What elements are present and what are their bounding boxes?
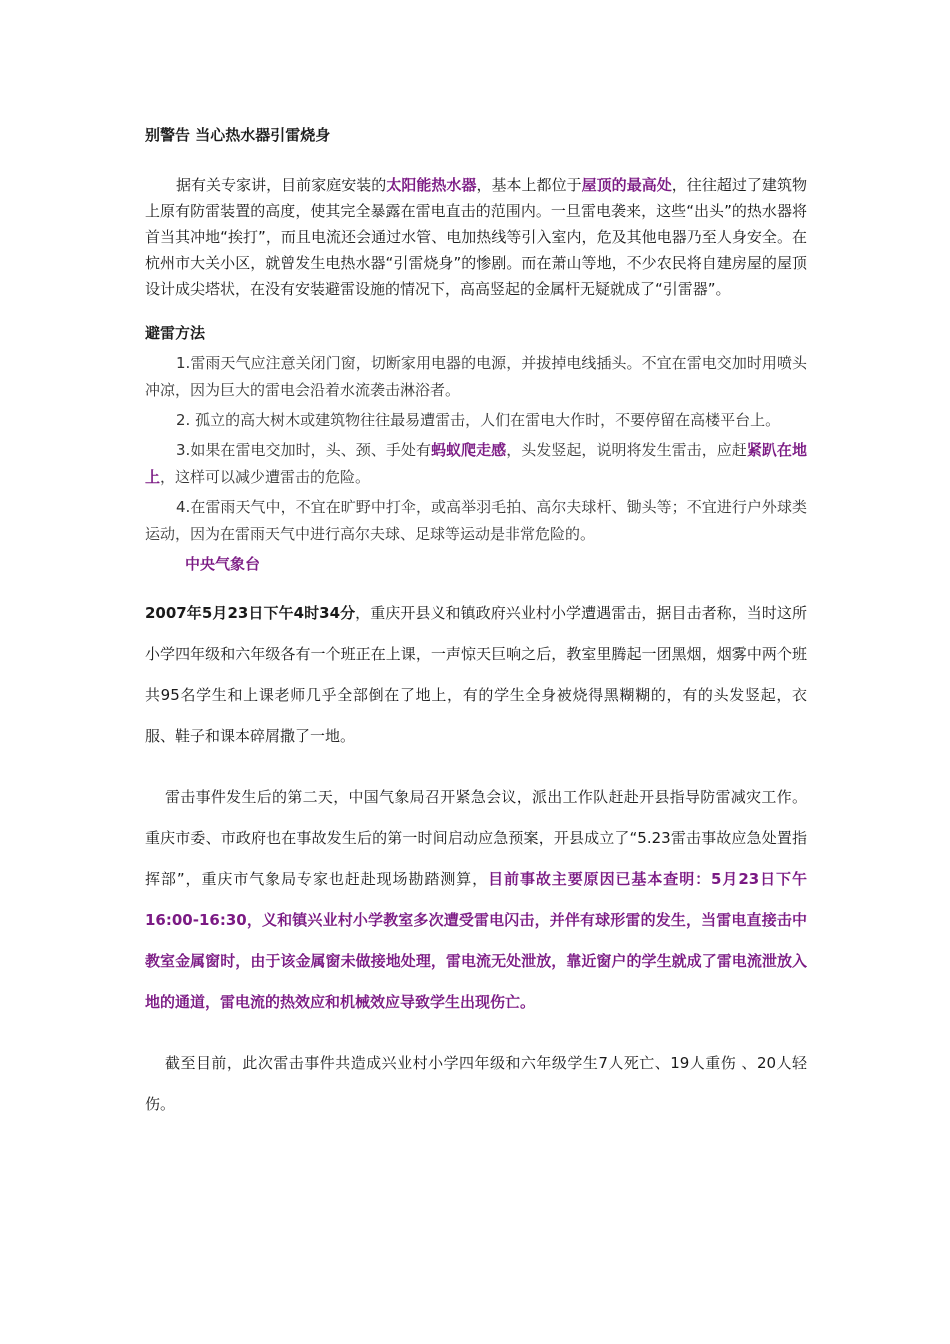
method-3-highlight-2: 紧趴在地上 bbox=[145, 441, 807, 486]
news-date: 2007年5月23日下午4时34分 bbox=[145, 604, 356, 622]
method-item-3 bbox=[145, 437, 807, 491]
news-paragraph-2 bbox=[145, 777, 807, 1023]
intro-text-3: ，往往超过了建筑物上原有防雷装置的高度，使其完全暴露在雷电直击的范围内。一旦雷电袭来，这些“出头”的热水器将首当其冲地“挨打”，而且电流还会通过水管、电加热线等引入室内，危及其他电器乃至人身安全。在杭州市大关小区，就曾发生电热水器“引雷烧身”的惨剧。而在萧山等地，不少农民将自建房屋的屋顶设计成尖塔状，在没有安装避雷设施的情况下，高高竖起的金属杆无疑就成了“引雷器”。 bbox=[145, 176, 807, 298]
method-3-text-2: ，头发竖起，说明将发生雷击，应赶 bbox=[506, 441, 747, 459]
intro-text-2: ，基本上都位于 bbox=[476, 176, 582, 194]
method-item-2: 2. 孤立的高大树木或建筑物往往最易遭雷击，人们在雷电大作时，不要停留在高楼平台上。 bbox=[176, 411, 781, 429]
intro-paragraph bbox=[145, 172, 807, 302]
intro-highlight-2: 屋顶的最高处 bbox=[581, 176, 672, 194]
methods-heading: 避雷方法 bbox=[145, 324, 206, 342]
document-body bbox=[145, 122, 807, 1145]
news-paragraph-1 bbox=[145, 593, 807, 757]
intro-highlight-1: 太阳能热水器 bbox=[386, 176, 477, 194]
intro-text-1: 据有关专家讲，目前家庭安装的 bbox=[176, 176, 387, 194]
method-item-4: 4.在雷雨天气中，不宜在旷野中打伞，或高举羽毛拍、高尔夫球杆、锄头等；不宜进行户外球类运动，因为在雷雨天气中进行高尔夫球、足球等运动是非常危险的。 bbox=[145, 498, 807, 543]
method-3-highlight-1: 蚂蚁爬走感 bbox=[431, 441, 507, 459]
news-p2-highlight: 目前事故主要原因已基本查明：5月23日下午16:00-16:30，义和镇兴业村小学教室多次遭受雷电闪击，并伴有球形雷的发生，当雷电直接击中教室金属窗时，由于该金属窗未做接地处理，雷电流无处泄放，靠近窗户的学生就成了雷电流泄放入地的通道，雷电流的热效应和机械效应导致学生出现伤亡。 bbox=[145, 870, 807, 1011]
source-label: 中央气象台 bbox=[185, 555, 261, 573]
method-3-text-1: 3.如果在雷电交加时，头、颈、手处有 bbox=[176, 441, 431, 459]
news-p1-text: ，重庆开县义和镇政府兴业村小学遭遇雷击，据目击者称，当时这所小学四年级和六年级各有一个班正在上课，一声惊天巨响之后，教室里腾起一团黑烟，烟雾中两个班共95名学生和上课老师几乎全部倒在了地上，有的学生全身被烧得黑糊糊的，有的头发竖起，衣服、鞋子和课本碎屑撒了一地。 bbox=[145, 604, 807, 745]
news-paragraph-3: 截至目前，此次雷击事件共造成兴业村小学四年级和六年级学生7人死亡、19人重伤 、20人轻伤。 bbox=[145, 1054, 807, 1113]
method-item-1: 1.雷雨天气应注意关闭门窗，切断家用电器的电源，并拔掉电线插头。不宜在雷电交加时用喷头冲凉，因为巨大的雷电会沿着水流袭击淋浴者。 bbox=[145, 354, 807, 399]
news-p2-text: 雷击事件发生后的第二天，中国气象局召开紧急会议，派出工作队赶赴开县指导防雷减灾工作。重庆市委、市政府也在事故发生后的第一时间启动应急预案，开县成立了“5.23雷击事故应急处置指挥部”，重庆市气象局专家也赶赴现场勘踏测算， bbox=[145, 788, 807, 888]
document-title: 别警告 当心热水器引雷烧身 bbox=[145, 126, 331, 144]
method-3-text-3: ，这样可以减少遭雷击的危险。 bbox=[160, 468, 371, 486]
